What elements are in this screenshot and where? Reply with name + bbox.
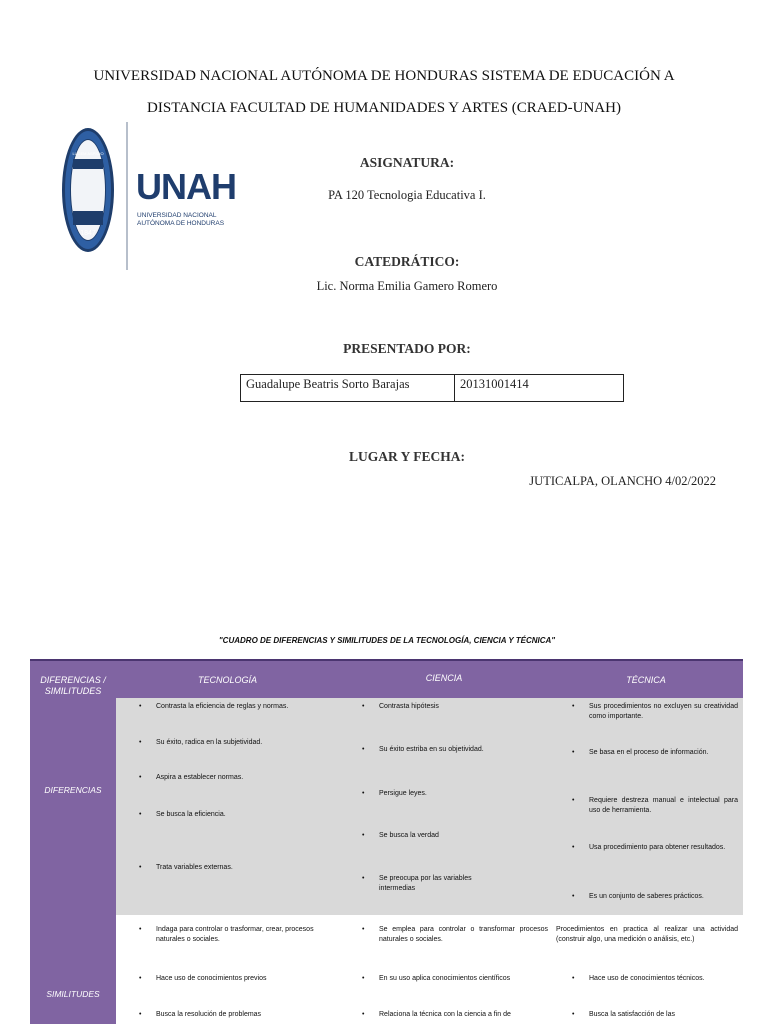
item-text: Indaga para controlar o trasformar, crear, procesos naturales o sociales. — [156, 926, 314, 943]
item-text: Procedimientos en practica al realizar una actividad (construir algo, una medición o análisis, etc.) — [556, 926, 738, 943]
presenter-row — [241, 375, 624, 402]
sim-tecnica-item — [572, 974, 738, 984]
item-text: Busca la satisfacción de las — [589, 1011, 675, 1018]
logo-subtitle-line-1: UNIVERSIDAD NACIONAL — [137, 212, 217, 219]
header-ciencia: CIENCIA — [425, 673, 463, 683]
seal-motto: LUCEM ASPICIO — [72, 151, 104, 156]
bullet-icon: • — [139, 926, 142, 933]
university-title-line-2: DISTANCIA FACULTAD DE HUMANIDADES Y ARTES (CRAED-UNAH) — [147, 100, 621, 116]
diff-tecnologia-item — [139, 702, 329, 712]
row-diferencias — [116, 698, 743, 915]
bullet-icon: • — [139, 1011, 142, 1018]
sim-tecnica-item — [556, 925, 738, 945]
item-text: Trata variables externas. — [156, 864, 233, 871]
item-text: Hace uso de conocimientos previos — [156, 975, 267, 982]
bullet-icon: • — [362, 1011, 365, 1018]
item-text: Se basa en el proceso de información. — [589, 749, 709, 756]
presenter-id: 20131001414 — [455, 375, 624, 402]
presenter-name: Guadalupe Beatris Sorto Barajas — [241, 375, 455, 402]
logo-divider — [126, 122, 128, 270]
diff-ciencia-item — [362, 745, 542, 755]
diff-tecnica-item — [572, 796, 738, 816]
item-text: Busca la resolución de problemas — [156, 1011, 262, 1018]
item-text: Su éxito, radica en la subjetividad. — [156, 739, 263, 746]
bullet-icon: • — [362, 832, 365, 839]
bullet-icon: • — [572, 1011, 575, 1018]
diff-ciencia-item — [362, 831, 542, 841]
bullet-icon: • — [362, 790, 365, 797]
sim-tecnologia-item — [139, 974, 319, 984]
row-header-diferencias — [30, 698, 116, 915]
item-text: Hace uso de conocimientos técnicos. — [589, 975, 705, 982]
diff-tecnologia-item — [139, 738, 329, 748]
diff-tecnica-item — [572, 748, 738, 758]
diff-ciencia-item — [362, 874, 502, 894]
sim-tecnologia-item — [139, 925, 319, 945]
place-date-value: JUTICALPA, OLANCHO 4/02/2022 — [529, 474, 716, 488]
sim-ciencia-item — [362, 974, 548, 984]
item-text: Sus procedimientos no excluyen su creatividad como importante. — [589, 703, 738, 720]
bullet-icon: • — [362, 926, 365, 933]
university-title — [60, 60, 708, 124]
item-text: Se busca la eficiencia. — [156, 811, 226, 818]
table-header-row — [30, 659, 743, 698]
item-text: Contrasta hipótesis — [379, 703, 439, 710]
professor-label: CATEDRÁTICO: — [354, 254, 460, 269]
professor-value: Lic. Norma Emilia Gamero Romero — [316, 279, 498, 293]
presenter-table — [240, 374, 624, 402]
logo-subtitle-line-2: AUTÓNOMA DE HONDURAS — [137, 220, 225, 227]
sim-ciencia-item — [362, 925, 548, 945]
bullet-icon: • — [362, 703, 365, 710]
diff-tecnologia-item — [139, 773, 329, 783]
bullet-icon: • — [572, 844, 575, 851]
item-text: Persigue leyes. — [379, 790, 427, 797]
item-text: Relaciona la técnica con la ciencia a fin de — [379, 1011, 511, 1018]
diff-ciencia-item — [362, 789, 542, 799]
logo-subtitle — [137, 212, 227, 228]
bullet-icon: • — [572, 703, 575, 710]
bullet-icon: • — [139, 774, 142, 781]
bullet-icon: • — [572, 893, 575, 900]
bullet-icon: • — [362, 875, 365, 882]
bullet-icon: • — [139, 975, 142, 982]
diff-tecnica-item — [572, 843, 738, 853]
header-diff-sim-line-1: DIFERENCIAS / — [40, 675, 106, 685]
item-text: Usa procedimiento para obtener resultados. — [589, 844, 726, 851]
row-label-diferencias: DIFERENCIAS — [44, 785, 102, 795]
bullet-icon: • — [139, 739, 142, 746]
bullet-icon: • — [362, 975, 365, 982]
bullet-icon: • — [572, 749, 575, 756]
item-text: Se emplea para controlar o transformar procesos naturales o sociales. — [379, 926, 548, 943]
diff-ciencia-item — [362, 702, 542, 712]
university-title-line-1: UNIVERSIDAD NACIONAL AUTÓNOMA DE HONDURAS SISTEMA DE EDUCACIÓN A — [93, 68, 675, 84]
sim-tecnologia-item — [139, 1010, 319, 1020]
row-label-similitudes: SIMILITUDES — [46, 989, 100, 999]
diff-tecnologia-item — [139, 863, 329, 873]
item-text: En su uso aplica conocimientos científicos — [379, 975, 511, 982]
bullet-icon: • — [139, 703, 142, 710]
place-date-label: LUGAR Y FECHA: — [349, 449, 465, 464]
item-text: Contrasta la eficiencia de reglas y normas. — [156, 703, 289, 710]
diff-tecnologia-item — [139, 810, 329, 820]
row-similitudes — [116, 915, 743, 1024]
header-diff-sim-line-2: SIMILITUDES — [44, 686, 102, 696]
item-text: Aspira a establecer normas. — [156, 774, 244, 781]
item-text: Es un conjunto de saberes prácticos. — [589, 893, 704, 900]
university-seal-icon — [62, 128, 114, 252]
logo-wordmark: UNAH — [136, 166, 236, 207]
subject-label: ASIGNATURA: — [359, 155, 455, 170]
bullet-icon: • — [572, 797, 575, 804]
bullet-icon: • — [139, 811, 142, 818]
diff-tecnica-item — [572, 702, 738, 722]
header-diff-sim — [30, 675, 116, 697]
diff-tecnica-item — [572, 892, 738, 902]
item-text: Requiere destreza manual e intelectual para uso de herramienta. — [589, 797, 738, 814]
sim-ciencia-item — [362, 1010, 548, 1020]
bullet-icon: • — [139, 864, 142, 871]
presenter-label: PRESENTADO POR: — [343, 341, 471, 356]
bullet-icon: • — [572, 975, 575, 982]
seal-year: 1847 — [80, 230, 96, 237]
comparison-table-title: "CUADRO DE DIFERENCIAS Y SIMILITUDES DE LA TECNOLOGÍA, CIENCIA Y TÉCNICA" — [218, 636, 556, 645]
item-text: Se busca la verdad — [379, 832, 439, 839]
comparison-table — [30, 659, 743, 1024]
item-text: Se preocupa por las variables intermedias — [379, 875, 472, 892]
item-text: Su éxito estriba en su objetividad. — [379, 746, 484, 753]
sim-tecnica-item — [572, 1010, 738, 1020]
subject-value: PA 120 Tecnologia Educativa I. — [328, 188, 486, 202]
row-header-similitudes — [30, 915, 116, 1024]
header-tecnica: TÉCNICA — [626, 675, 666, 685]
header-tecnologia: TECNOLOGÍA — [197, 675, 257, 685]
bullet-icon: • — [362, 746, 365, 753]
